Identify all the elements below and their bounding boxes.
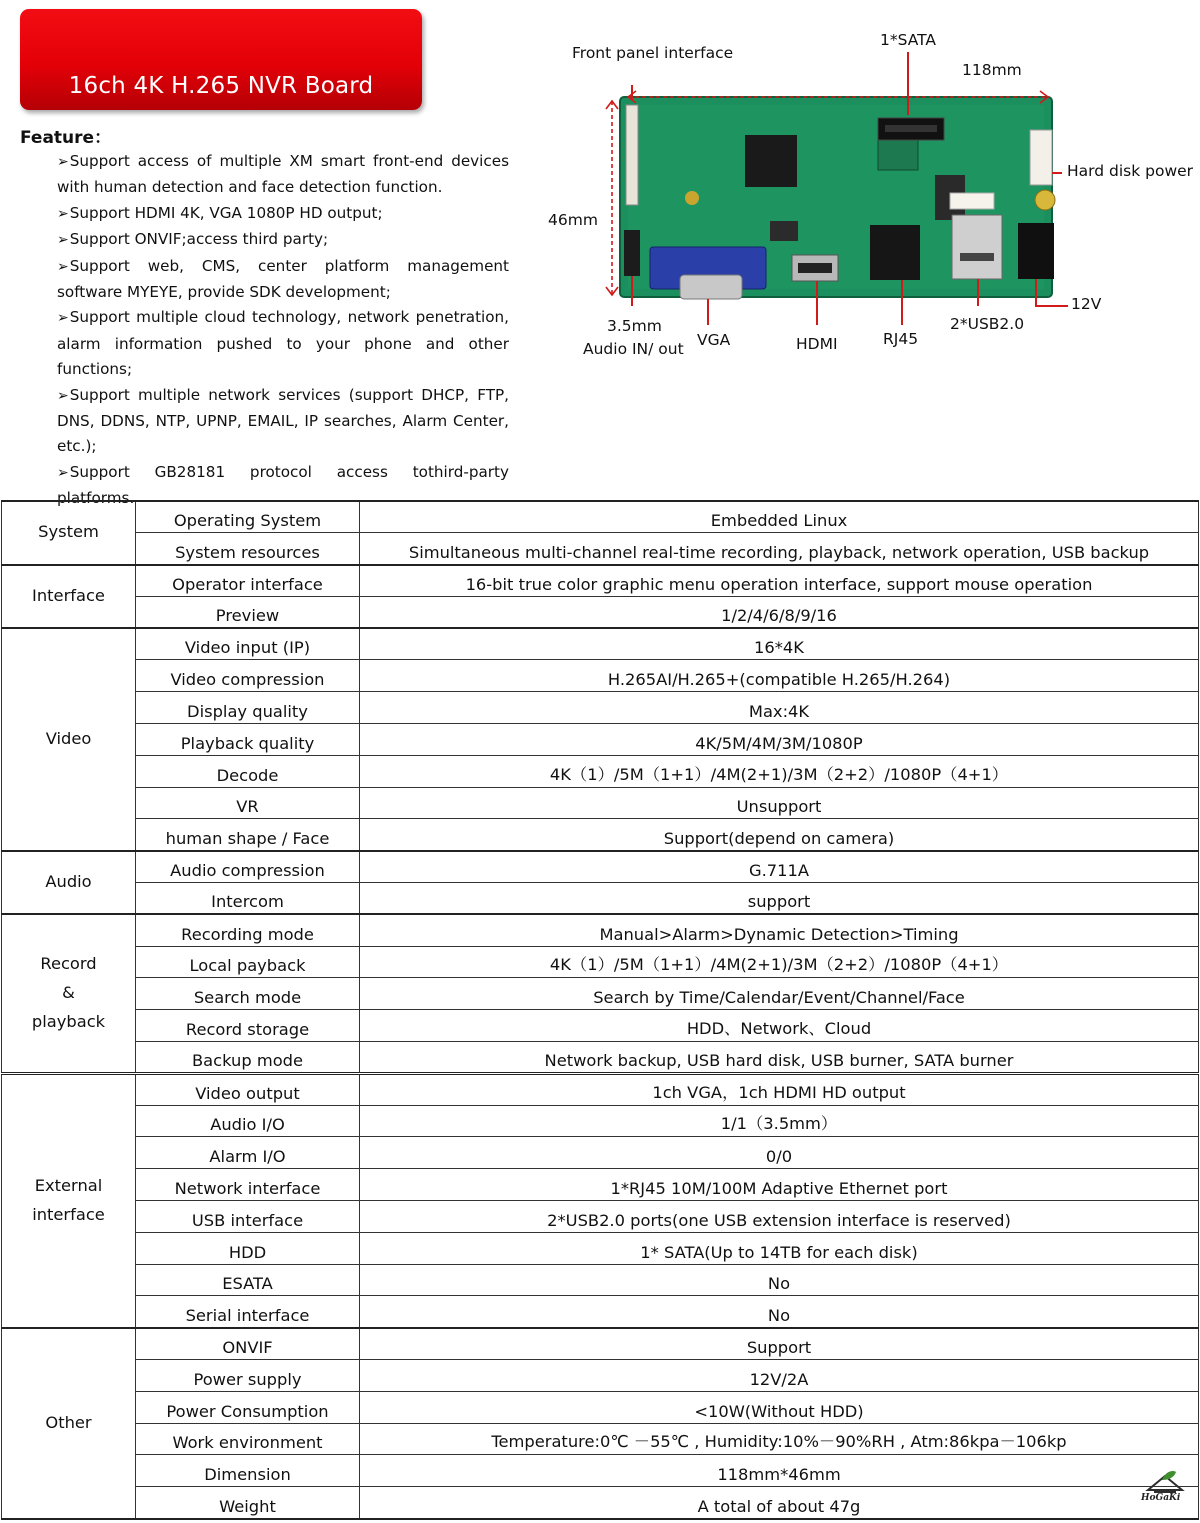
feature-text: Support web, CMS, center platform management software MYEYE, provide SDK development;: [57, 256, 509, 302]
audio-io-label: Audio IN/ out: [583, 340, 684, 358]
rj45-label: RJ45: [883, 330, 919, 348]
value-cell: Support: [360, 1328, 1199, 1360]
item-cell: Dimension: [136, 1455, 360, 1487]
power-12v-label: 12V: [1071, 295, 1102, 313]
table-row: [2, 1423, 1199, 1455]
table-row: [2, 755, 1199, 787]
arrow-bullet-icon: ➢: [57, 387, 69, 404]
value-cell: 118mm*46mm: [360, 1455, 1199, 1487]
feature-text: Support multiple network services (support DHCP, FTP, DNS, DDNS, NTP, UPNP, EMAIL, IP searches, Alarm Center, etc.);: [57, 385, 509, 456]
item-cell: Local payback: [136, 946, 360, 978]
item-cell: VR: [136, 787, 360, 819]
category-cell: Other: [2, 1328, 136, 1519]
item-cell: HDD: [136, 1232, 360, 1264]
item-cell: ONVIF: [136, 1328, 360, 1360]
table-row: [2, 1073, 1199, 1105]
item-cell: Recording mode: [136, 914, 360, 946]
feature-text: Support HDMI 4K, VGA 1080P HD output;: [69, 203, 383, 222]
audio-size-label: 3.5mm: [607, 317, 662, 335]
value-cell: 1*RJ45 10M/100M Adaptive Ethernet port: [360, 1169, 1199, 1201]
table-row: [2, 628, 1199, 660]
value-cell: No: [360, 1264, 1199, 1296]
table-row: [2, 978, 1199, 1010]
item-cell: human shape / Face: [136, 819, 360, 851]
feature-item: [57, 201, 509, 227]
feature-text: Support multiple cloud technology, network penetration, alarm information pushed to your phone and other functions;: [57, 308, 509, 379]
value-cell: No: [360, 1296, 1199, 1328]
table-row: [2, 1201, 1199, 1233]
usb-port: [952, 215, 1002, 279]
width-label: 118mm: [962, 61, 1022, 79]
value-cell: Simultaneous multi-channel real-time recording, playback, network operation, USB backup: [360, 533, 1199, 565]
value-cell: Embedded Linux: [360, 501, 1199, 533]
item-cell: Backup mode: [136, 1042, 360, 1074]
table-row: [2, 851, 1199, 883]
table-row: [2, 1264, 1199, 1296]
category-cell: Video: [2, 628, 136, 851]
item-cell: Video compression: [136, 660, 360, 692]
arrow-bullet-icon: ➢: [57, 464, 69, 481]
item-cell: Video output: [136, 1073, 360, 1105]
value-cell: support: [360, 883, 1199, 915]
value-cell: G.711A: [360, 851, 1199, 883]
capacitor: [1035, 190, 1055, 210]
value-cell: 16*4K: [360, 628, 1199, 660]
value-cell: Unsupport: [360, 787, 1199, 819]
item-cell: Intercom: [136, 883, 360, 915]
table-row: [2, 533, 1199, 565]
value-cell: H.265AI/H.265+(compatible H.265/H.264): [360, 660, 1199, 692]
table-row: [2, 946, 1199, 978]
item-cell: Power supply: [136, 1360, 360, 1392]
arrow-bullet-icon: ➢: [57, 232, 69, 249]
category-cell: [2, 914, 136, 1073]
height-label: 46mm: [548, 211, 598, 229]
feature-text: Support access of multiple XM smart front-end devices with human detection and face detection function.: [57, 152, 509, 197]
item-cell: USB interface: [136, 1201, 360, 1233]
feature-item: [57, 227, 509, 253]
front-panel-label: Front panel interface: [572, 44, 734, 62]
value-cell: 1/2/4/6/8/9/16: [360, 596, 1199, 628]
category-line: &: [62, 983, 75, 1003]
item-cell: Network interface: [136, 1169, 360, 1201]
item-cell: ESATA: [136, 1264, 360, 1296]
table-row: [2, 565, 1199, 597]
table-row: [2, 883, 1199, 915]
arrow-bullet-icon: ➢: [57, 154, 69, 170]
category-line: External: [34, 1175, 103, 1195]
value-cell: 1ch VGA，1ch HDMI HD output: [360, 1073, 1199, 1105]
table-row: [2, 660, 1199, 692]
table-row: [2, 1391, 1199, 1423]
value-cell: Temperature:0℃ －55℃ , Humidity:10%－90%RH , Atm:86kpa－106kp: [360, 1423, 1199, 1455]
feature-list: [57, 149, 509, 512]
category-cell: Interface: [2, 565, 136, 629]
value-cell: Max:4K: [360, 692, 1199, 724]
spec-table: [1, 500, 1199, 1520]
dc-jack: [1018, 223, 1054, 279]
value-cell: Search by Time/Calendar/Event/Channel/Face: [360, 978, 1199, 1010]
table-row: [2, 819, 1199, 851]
category-line: Record: [40, 954, 97, 974]
table-row: [2, 1360, 1199, 1392]
item-cell: Preview: [136, 596, 360, 628]
table-row: [2, 1487, 1199, 1519]
value-cell: 4K（1）/5M（1+1）/4M(2+1)/3M（2+2）/1080P（4+1）: [360, 946, 1199, 978]
main-chip: [745, 135, 797, 187]
arrow-bullet-icon: ➢: [57, 310, 69, 327]
item-cell: Playback quality: [136, 724, 360, 756]
category-cell: System: [2, 501, 136, 565]
banner-title: 16ch 4K H.265 NVR Board: [68, 73, 374, 99]
feature-item: [57, 305, 509, 382]
item-cell: System resources: [136, 533, 360, 565]
logo-text: HoGaKi: [1141, 1493, 1181, 1503]
value-cell: 12V/2A: [360, 1360, 1199, 1392]
value-cell: 2*USB2.0 ports(one USB extension interface is reserved): [360, 1201, 1199, 1233]
feature-item: [57, 149, 509, 201]
feature-heading: Feature：: [20, 128, 112, 148]
vga-label: VGA: [697, 331, 731, 349]
item-cell: Operating System: [136, 501, 360, 533]
table-row: [2, 1137, 1199, 1169]
rj45-port: [870, 225, 920, 280]
value-cell: HDD、Network、Cloud: [360, 1010, 1199, 1042]
item-cell: Audio I/O: [136, 1105, 360, 1137]
category-cell: Audio: [2, 851, 136, 915]
item-cell: Audio compression: [136, 851, 360, 883]
table-row: [2, 596, 1199, 628]
board-figure: [540, 25, 1200, 385]
value-cell: Network backup, USB hard disk, USB burner, SATA burner: [360, 1042, 1199, 1074]
title-banner: [20, 9, 422, 110]
hdmi-label: HDMI: [796, 335, 838, 353]
table-row: [2, 1296, 1199, 1328]
table-row: [2, 692, 1199, 724]
sata-label: 1*SATA: [880, 31, 937, 49]
value-cell: 1/1（3.5mm）: [360, 1105, 1199, 1137]
arrow-bullet-icon: ➢: [57, 258, 69, 275]
front-panel-connector: [626, 105, 638, 205]
value-cell: 4K/5M/4M/3M/1080P: [360, 724, 1199, 756]
usb-label: 2*USB2.0: [950, 315, 1025, 333]
value-cell: Manual>Alarm>Dynamic Detection>Timing: [360, 914, 1199, 946]
table-row: [2, 914, 1199, 946]
item-cell: Video input (IP): [136, 628, 360, 660]
table-row: [2, 787, 1199, 819]
table-row: [2, 1042, 1199, 1074]
table-row: [2, 1328, 1199, 1360]
item-cell: Decode: [136, 755, 360, 787]
item-cell: Weight: [136, 1487, 360, 1519]
feature-item: [57, 383, 509, 460]
hdd-power-connector: [1030, 130, 1052, 185]
value-cell: A total of about 47g: [360, 1487, 1199, 1519]
item-cell: Display quality: [136, 692, 360, 724]
value-cell: <10W(Without HDD): [360, 1391, 1199, 1423]
category-line: playback: [31, 1012, 106, 1032]
arrow-bullet-icon: ➢: [57, 205, 69, 222]
category-cell: [2, 1073, 136, 1327]
table-row: [2, 1232, 1199, 1264]
item-cell: Power Consumption: [136, 1391, 360, 1423]
value-cell: 0/0: [360, 1137, 1199, 1169]
value-cell: Support(depend on camera): [360, 819, 1199, 851]
value-cell: 4K（1）/5M（1+1）/4M(2+1)/3M（2+2）/1080P（4+1）: [360, 755, 1199, 787]
feature-text: Support ONVIF;access third party;: [69, 230, 329, 249]
table-row: [2, 724, 1199, 756]
value-cell: 16-bit true color graphic menu operation interface, support mouse operation: [360, 565, 1199, 597]
category-line: interface: [32, 1204, 105, 1224]
feature-text: Support GB28181 protocol access tothird-party platforms.: [57, 462, 509, 508]
table-row: [2, 1105, 1199, 1137]
item-cell: Serial interface: [136, 1296, 360, 1328]
audio-jack: [624, 230, 640, 276]
feature-item: [57, 254, 509, 306]
table-row: [2, 501, 1199, 533]
item-cell: Work environment: [136, 1423, 360, 1455]
item-cell: Search mode: [136, 978, 360, 1010]
table-row: [2, 1169, 1199, 1201]
item-cell: Record storage: [136, 1010, 360, 1042]
item-cell: Operator interface: [136, 565, 360, 597]
item-cell: Alarm I/O: [136, 1137, 360, 1169]
value-cell: 1* SATA(Up to 14TB for each disk): [360, 1232, 1199, 1264]
table-row: [2, 1010, 1199, 1042]
table-row: [2, 1455, 1199, 1487]
hdd-power-label: Hard disk power: [1067, 162, 1194, 180]
